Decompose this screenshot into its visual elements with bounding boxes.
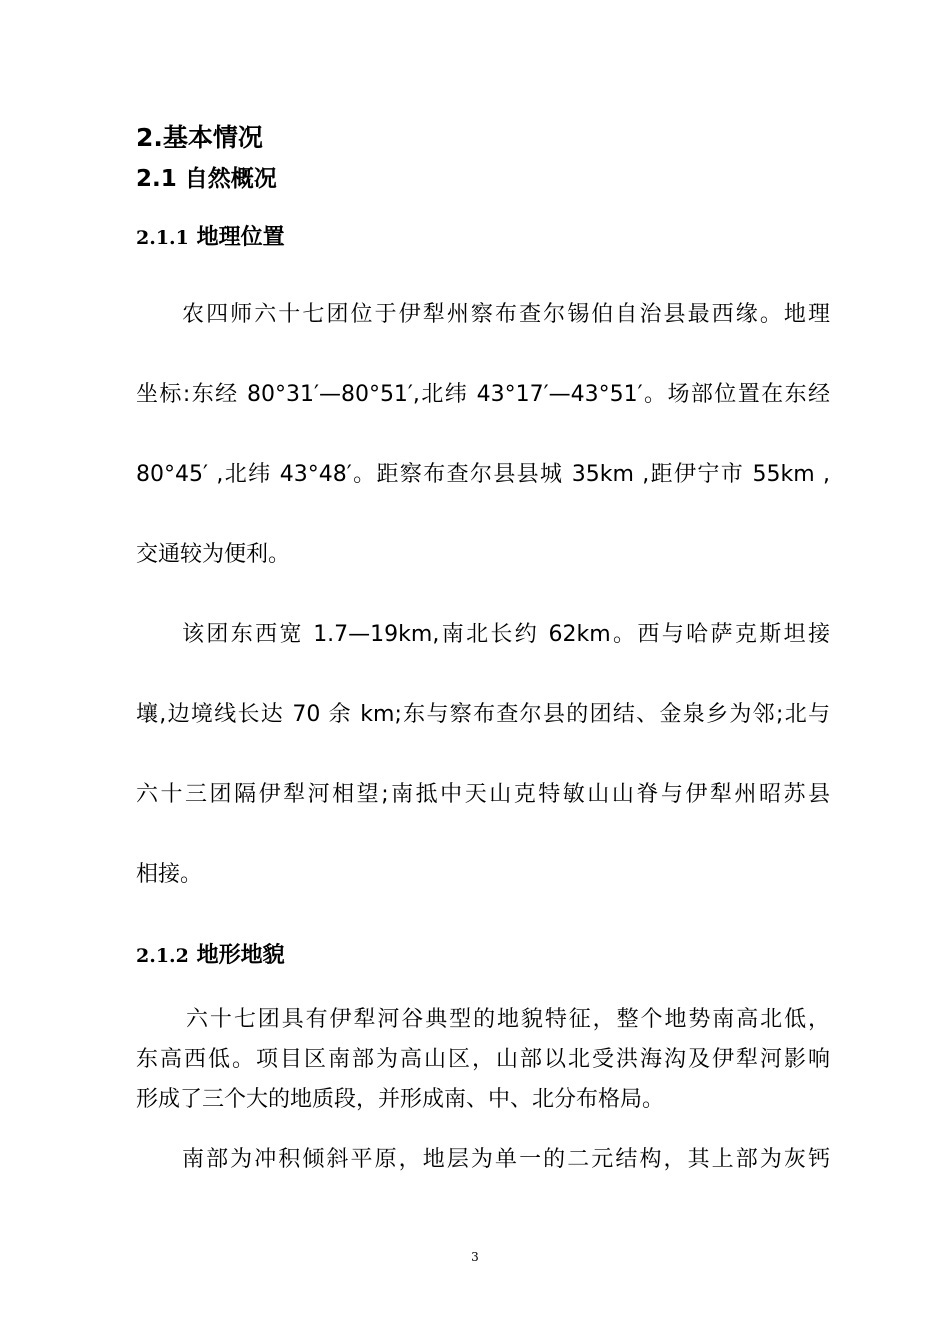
paragraph-line: 交通较为便利。 xyxy=(136,542,291,567)
paragraph-line: 农四师六十七团位于伊犁州察布查尔锡伯自治县最西缘。地理 xyxy=(182,302,830,327)
paragraph-line: 六十三团隔伊犁河相望;南抵中天山克特敏山山脊与伊犁州昭苏县 xyxy=(136,782,830,807)
paragraph-line: 形成了三个大的地质段，并形成南、中、北分布格局。 xyxy=(136,1087,665,1112)
paragraph-line: 南部为冲积倾斜平原，地层为单一的二元结构，其上部为灰钙 xyxy=(182,1147,830,1172)
heading-basic-info: 2.基本情况 xyxy=(136,123,263,152)
heading-natural-overview: 2.1 自然概况 xyxy=(136,166,277,192)
paragraph-line: 80°45′ ,北纬 43°48′。距察布查尔县县城 35km ,距伊宁市 55km , xyxy=(136,462,830,487)
paragraph-line: 东高西低。项目区南部为高山区，山部以北受洪海沟及伊犁河影响 xyxy=(136,1047,830,1072)
paragraph-line: 该团东西宽 1.7—19km,南北长约 62km。西与哈萨克斯坦接 xyxy=(182,622,830,647)
heading-topography xyxy=(136,938,285,969)
section-number: 2.1.2 xyxy=(136,945,189,967)
page-number: 3 xyxy=(471,1250,479,1264)
paragraph-line: 壤,边境线长达 70 余 km;东与察布查尔县的团结、金泉乡为邻;北与 xyxy=(136,702,830,727)
paragraph-line: 坐标:东经 80°31′—80°51′,北纬 43°17′—43°51′。场部位置在东经 xyxy=(136,382,830,407)
section-number: 2.1.1 xyxy=(136,227,189,249)
paragraph-line: 相接。 xyxy=(136,862,203,887)
heading-geographic-location xyxy=(136,220,285,251)
section-title: 地形地貌 xyxy=(196,943,285,968)
paragraph-line: 六十七团具有伊犁河谷典型的地貌特征，整个地势南高北低， xyxy=(186,1007,830,1032)
section-title: 地理位置 xyxy=(196,225,285,250)
